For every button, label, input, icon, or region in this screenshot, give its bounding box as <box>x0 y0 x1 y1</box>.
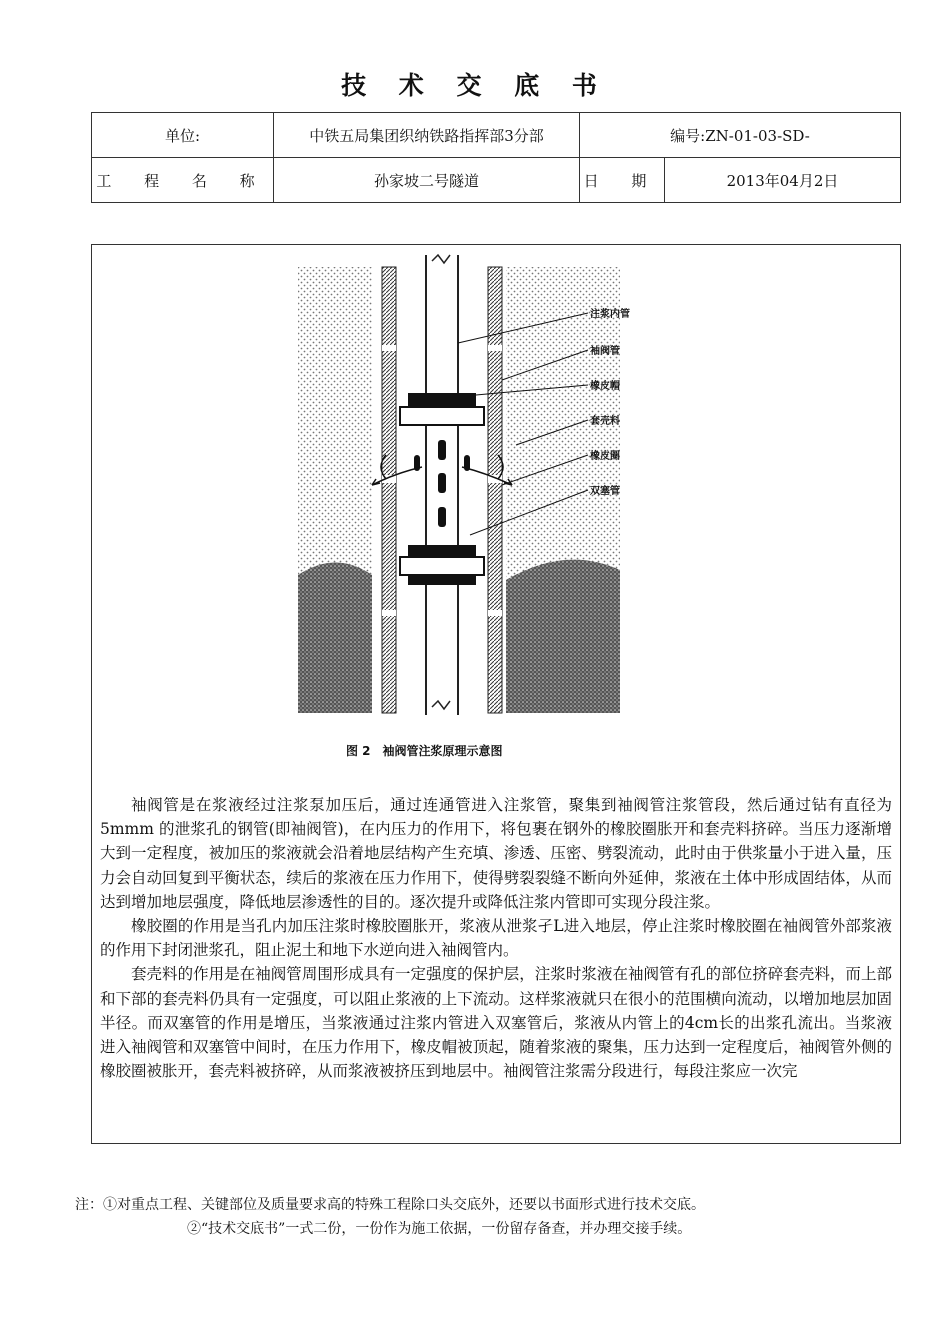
document-title: 技 术 交 底 书 <box>341 71 609 100</box>
note-2: ②“技术交底书”一式二份，一份作为施工依据，一份留存备查，并办理交接手续。 <box>187 1221 692 1237</box>
label-sleeve-pipe: 袖阀管 <box>590 346 620 357</box>
body-text <box>100 793 892 1083</box>
code-label: 编号: <box>670 126 706 145</box>
content-box <box>91 244 901 1144</box>
double-packer <box>400 393 484 585</box>
date-value: 2013年04月2日 <box>665 158 901 203</box>
sleeve-valve-grouting-diagram <box>186 245 686 775</box>
header-row-2 <box>92 158 901 203</box>
unit-label: 单位: <box>92 113 274 158</box>
figure-caption: 图 2 袖阀管注浆原理示意图 <box>346 744 503 758</box>
sleeve-wall-right <box>488 267 502 713</box>
label-shell-material: 套壳料 <box>590 416 620 427</box>
project-label: 工 程 名 称 <box>92 158 274 203</box>
paragraph-1: 袖阀管是在浆液经过注浆泵加压后，通过连通管进入注浆管，聚集到袖阀管注浆管段，然后通过钻有直径为5mmm 的泄浆孔的钢管(即袖阀管)，在内压力的作用下，将包裹在钢外的橡胶圈胀开和套壳料挤碎。当压力逐渐增大到一定程度，被加压的浆液就会沿着地层结构产生充填、渗透、压密、劈裂流动，此时由于供浆量小于进入量，压力会自动回复到平衡状态，续后的浆液在压力作用下，使得劈裂裂缝不断向外延伸，浆液在土体中形成固结体，从而达到增加地层强度，降低地层渗透性的目的。逐次提升或降低注浆内管即可实现分段注浆。 <box>100 796 892 911</box>
project-value: 孙家坡二号隧道 <box>274 158 580 203</box>
code-cell <box>580 113 901 158</box>
label-rubber-cap: 橡皮帽 <box>590 381 620 392</box>
note-1: 注：①对重点工程、关键部位及质量要求高的特殊工程除口头交底外，还要以书面形式进行技术交底。 <box>75 1197 705 1213</box>
header-row-1 <box>92 113 901 158</box>
date-label: 日 期 <box>580 158 665 203</box>
sleeve-wall-left <box>382 267 396 713</box>
footer-notes <box>75 1193 705 1241</box>
label-double-packer: 双塞管 <box>590 486 620 497</box>
paragraph-3: 套壳料的作用是在袖阀管周围形成具有一定强度的保护层，注浆时浆液在袖阀管有孔的部位挤碎套壳料，而上部和下部的套壳料仍具有一定强度，可以阻止浆液的上下流动。这样浆液就只在很小的范围横向流动，以增加地层加固半径。而双塞管的作用是增压，当浆液通过注浆内管进入双塞管后，浆液从内管上的4cm长的出浆孔流出。当浆液进入袖阀管和双塞管中间时，在压力作用下，橡皮帽被顶起，随着浆液的聚集，压力达到一定程度后，袖阀管外侧的橡胶圈被胀开，套壳料被挤碎，从而浆液被挤压到地层中。袖阀管注浆需分段进行，每段注浆应一次完 <box>100 965 892 1081</box>
label-rubber-ring: 橡皮圈 <box>590 451 620 462</box>
paragraph-2: 橡胶圈的作用是当孔内加压注浆时橡胶圈胀开，浆液从泄浆孑L进入地层，停止注浆时橡胶圈在袖阀管外部浆液的作用下封闭泄浆孔，阻止泥土和地下水逆向进入袖阀管内。 <box>100 917 892 960</box>
code-value: ZN-01-03-SD- <box>705 126 810 145</box>
header-table <box>91 112 901 203</box>
unit-value: 中铁五局集团织纳铁路指挥部3分部 <box>274 113 580 158</box>
label-inner-pipe: 注浆内管 <box>590 309 630 320</box>
